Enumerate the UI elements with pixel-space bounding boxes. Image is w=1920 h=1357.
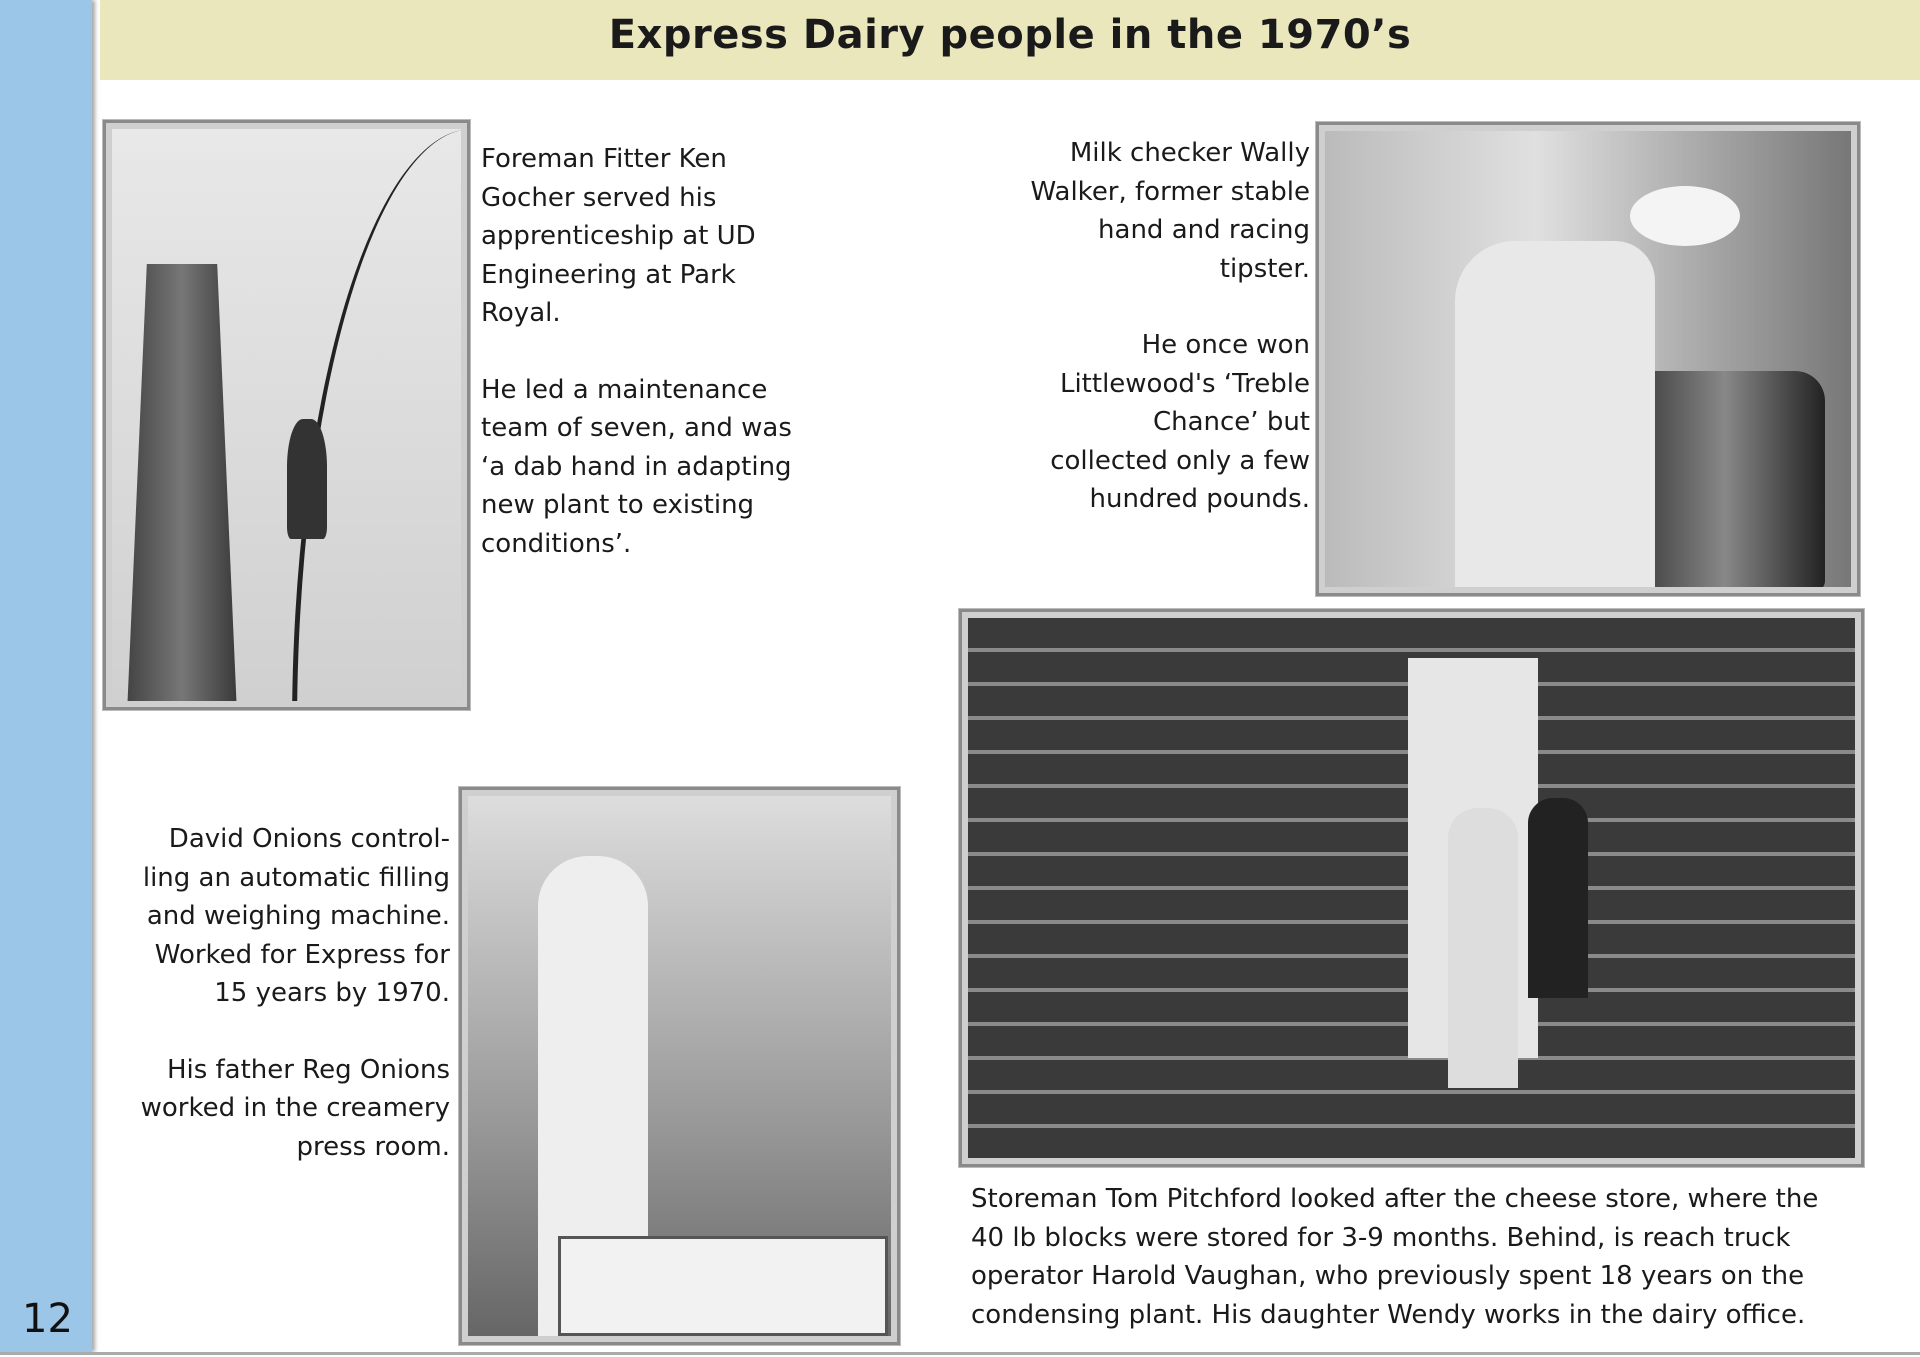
- page-sidebar: [0, 0, 92, 1352]
- photo-cheese-store: [959, 609, 1864, 1167]
- page-title: Express Dairy people in the 1970’s: [608, 12, 1412, 58]
- title-band: [100, 0, 1920, 80]
- david-paragraph-1: David Onions control-ling an automatic filling and weighing machine. Worked for Express for 15 years by 1970.: [142, 824, 450, 1008]
- cheese-store-caption: Storeman Tom Pitchford looked after the cheese store, where the 40 lb blocks were stored for 3-9 months. Behind, is reach truck operator Harold Vaughan, who previously spent 18 years on the condensing plant. His daughter Wendy works in the dairy office.: [971, 1184, 1819, 1330]
- wally-paragraph-2: He once won Littlewood's ‘Treble Chance’ but collected only a few hundred pounds.: [1050, 330, 1310, 514]
- david-onions-text: [125, 820, 450, 1166]
- page-number: 12: [22, 1296, 73, 1342]
- ken-paragraph-2: He led a maintenance team of seven, and was ‘a dab hand in adapting new plant to existing conditions’.: [481, 374, 792, 559]
- ken-paragraph-1: Foreman Fitter Ken Gocher served his apprenticeship at UD Engineering at Park Royal.: [481, 144, 756, 328]
- wally-walker-text: [1030, 134, 1310, 519]
- photo-wally-walker: [1316, 122, 1860, 596]
- photo-david-onions: [459, 787, 900, 1345]
- bottom-rule: [0, 1352, 1920, 1355]
- wally-paragraph-1: Milk checker Wally Walker, former stable hand and racing tipster.: [1030, 138, 1310, 284]
- david-paragraph-2: His father Reg Onions worked in the creamery press room.: [140, 1054, 450, 1162]
- photo-ken-gocher-chimney: [103, 120, 470, 710]
- ken-gocher-text: [481, 140, 811, 563]
